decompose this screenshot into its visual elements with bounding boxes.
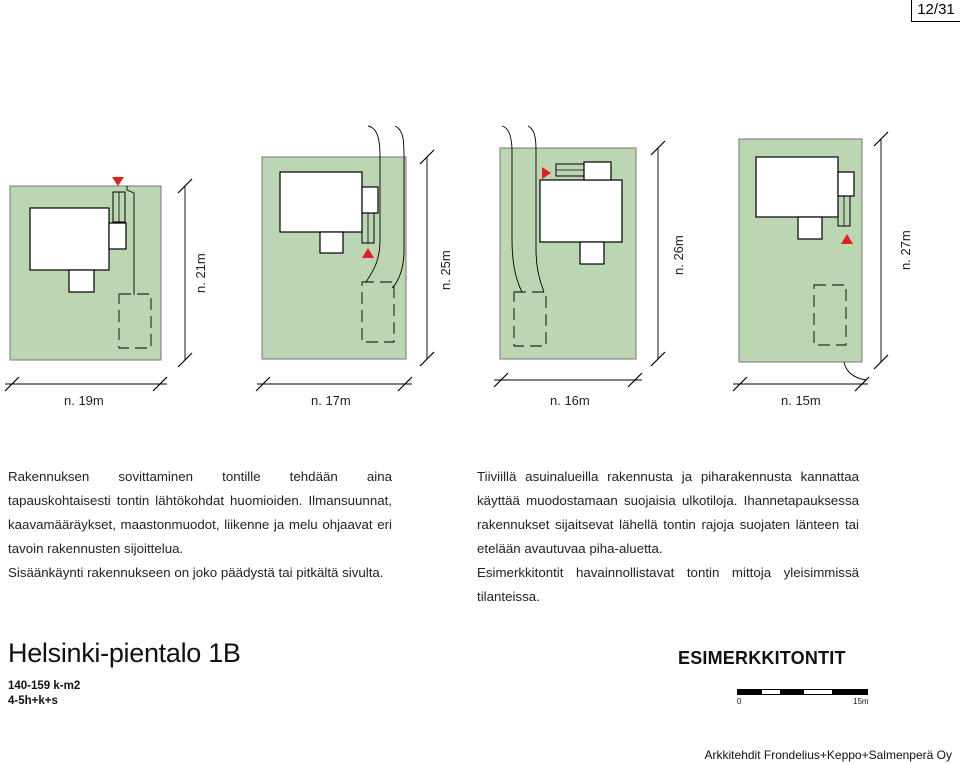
plot-4-access-road — [844, 362, 866, 380]
plot-4-porch — [838, 172, 854, 196]
plot-2-depth-label: n. 25m — [438, 250, 453, 290]
document-title: Helsinki-pientalo 1B — [8, 638, 241, 668]
site-plan-4 — [733, 132, 913, 408]
plot-4-width-label: n. 15m — [781, 393, 821, 408]
plot-1-depth-label: n. 21m — [193, 253, 208, 293]
plot-3-house — [540, 180, 622, 242]
plot-2-house — [280, 172, 362, 232]
plot-2-annex — [320, 232, 343, 253]
plot-3-annex — [580, 242, 604, 264]
description-left — [8, 465, 392, 585]
site-plan-1 — [5, 177, 208, 408]
plot-3-porch — [584, 162, 611, 180]
description-left-paragraph-2: Sisäänkäynti rakennukseen on joko päädystä tai pitkältä sivulta. — [8, 565, 384, 580]
plot-1-annex — [69, 270, 94, 292]
plot-1-width-label: n. 19m — [64, 393, 104, 408]
plot-4-house — [756, 157, 838, 217]
description-left-paragraph-1: Rakennuksen sovittaminen tontille tehdään aina tapauskohtaisesti tontin lähtökohdat huomioiden. Ilmansuunnat, kaavamääräykset, maastonmuodot, liikenne ja melu ohjaavat eri tavoin rakennusten sijoittelua. — [8, 469, 392, 556]
plot-4-depth-label: n. 27m — [898, 230, 913, 270]
page-number: 12/31 — [911, 0, 960, 22]
plot-3-width-label: n. 16m — [550, 393, 590, 408]
description-right-paragraph-1: Tiiviillä asuinalueilla rakennusta ja piharakennusta kannattaa käyttää muodostamaan suojaisia ulkotiloja. Ihannetapauksessa rakennukset sijaitsevat lähellä tontin rajoja suojaten länteen tai etelään avautuvaa piha-aluetta. — [477, 469, 859, 556]
section-title: ESIMERKKITONTIT — [678, 648, 846, 668]
plot-1-porch — [109, 223, 126, 249]
plot-1-house — [30, 208, 109, 270]
floor-area-spec: 140-159 k-m2 — [8, 680, 81, 692]
site-plan-2 — [256, 126, 453, 408]
site-plan-3 — [494, 126, 686, 408]
room-count-spec: 4-5h+k+s — [8, 695, 58, 707]
plot-2-porch — [362, 187, 378, 213]
scale-end-label: 15m — [853, 697, 869, 706]
description-right — [477, 465, 859, 609]
description-right-paragraph-2: Esimerkkitontit havainnollistavat tontin mittoja yleisimmissä tilanteissa. — [477, 565, 859, 604]
architect-credit: Arkkitehdit Frondelius+Keppo+Salmenperä Oy — [704, 748, 952, 762]
plot-4-annex — [798, 217, 822, 239]
plot-2-width-label: n. 17m — [311, 393, 351, 408]
plot-3-depth-label: n. 26m — [671, 235, 686, 275]
scale-bar — [737, 689, 868, 695]
plot-1-entrance-marker — [112, 177, 124, 186]
scale-start-label: 0 — [737, 697, 742, 706]
